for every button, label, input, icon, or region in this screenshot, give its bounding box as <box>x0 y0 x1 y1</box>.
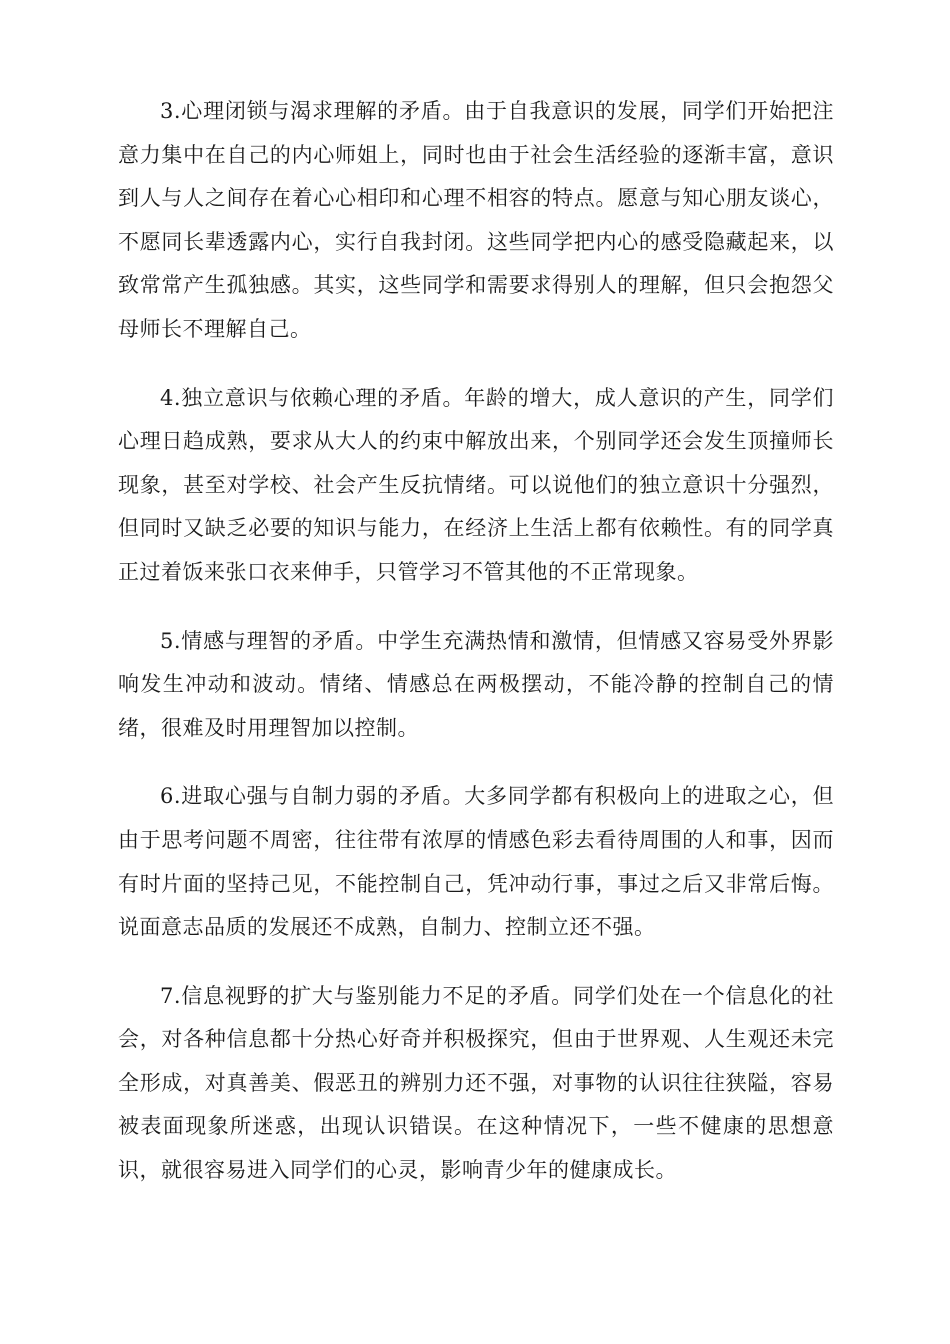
paragraph-5: 5.情感与理智的矛盾。中学生充满热情和激情，但情感又容易受外界影响发生冲动和波动。情绪、情感总在两极摆动，不能冷静的控制自己的情绪，很难及时用理智加以控制。 <box>118 628 834 740</box>
paragraph-6: 6.进取心强与自制力弱的矛盾。大多同学都有积极向上的进取之心，但由于思考问题不周密，往往带有浓厚的情感色彩去看待周围的人和事，因而有时片面的坚持己见，不能控制自己，凭冲动行事，事过之后又非常后悔。说面意志品质的发展还不成熟，自制力、控制立还不强。 <box>118 784 834 940</box>
paragraph-3: 3.心理闭锁与渴求理解的矛盾。由于自我意识的发展，同学们开始把注意力集中在自己的内心师姐上，同时也由于社会生活经验的逐渐丰富，意识到人与人之间存在着心心相印和心理不相容的特点。愿意与知心朋友谈心，不愿同长辈透露内心，实行自我封闭。这些同学把内心的感受隐藏起来，以致常常产生孤独感。其实，这些同学和需要求得别人的理解，但只会抱怨父母师长不理解自己。 <box>118 99 834 341</box>
paragraph-7: 7.信息视野的扩大与鉴别能力不足的矛盾。同学们处在一个信息化的社会，对各种信息都十分热心好奇并积极探究，但由于世界观、人生观还未完全形成，对真善美、假恶丑的辨别力还不强，对事物的认识往往狭隘，容易被表面现象所迷惑，出现认识错误。在这种情况下，一些不健康的思想意识，就很容易进入同学们的心灵，影响青少年的健康成长。 <box>118 983 834 1183</box>
paragraph-4: 4.独立意识与依赖心理的矛盾。年龄的增大，成人意识的产生，同学们心理日趋成熟，要求从大人的约束中解放出来，个别同学还会发生顶撞师长现象，甚至对学校、社会产生反抗情绪。可以说他们的独立意识十分强烈，但同时又缺乏必要的知识与能力，在经济上生活上都有依赖性。有的同学真正过着饭来张口衣来伸手，只管学习不管其他的不正常现象。 <box>118 385 834 584</box>
document-body <box>118 90 834 1218</box>
